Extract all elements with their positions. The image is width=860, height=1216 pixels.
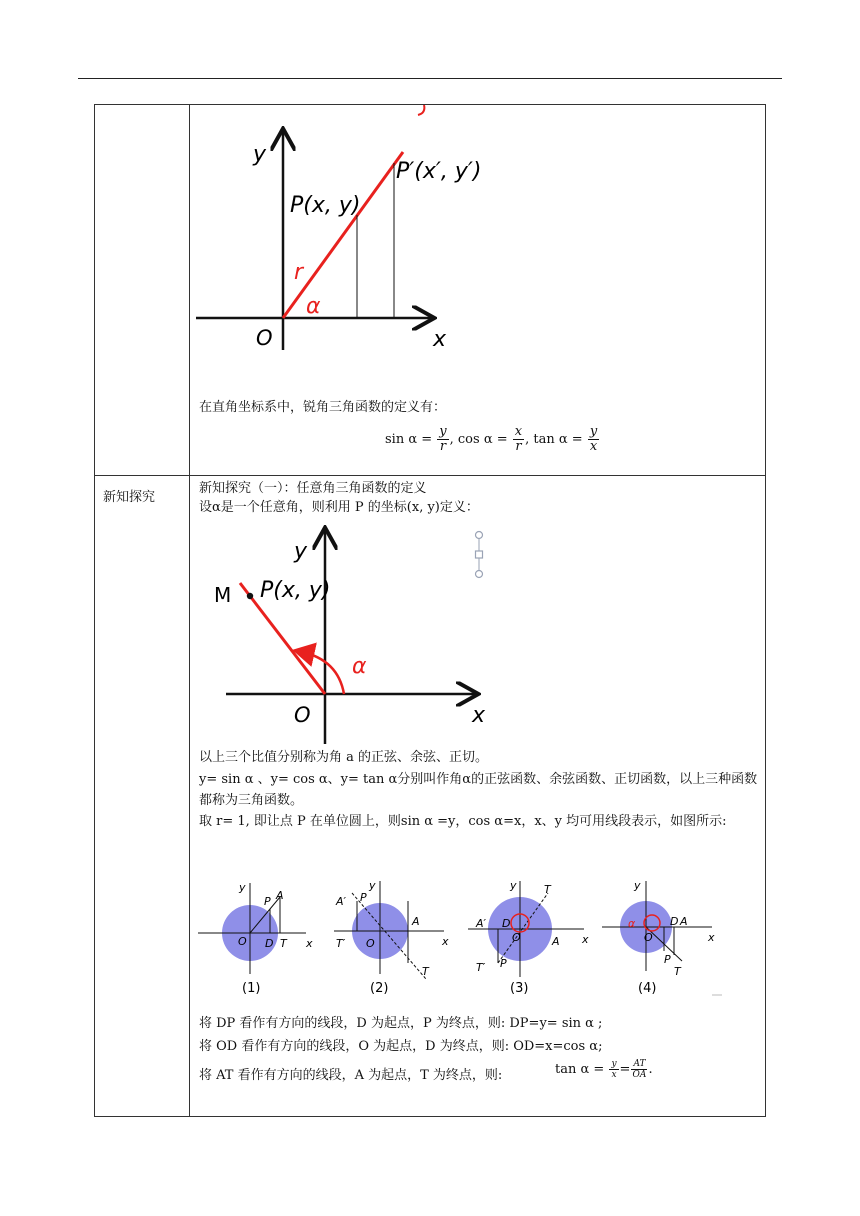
svg-text:P: P [264, 895, 271, 908]
cos-label: , cos α = [449, 432, 508, 447]
origin-label: O [256, 326, 273, 350]
svg-text:D: D [502, 917, 511, 930]
cos-fraction: $\frac{x}{r}$ [514, 424, 523, 454]
sin-label: sin α = [385, 432, 433, 447]
svg-text:A: A [412, 915, 420, 928]
svg-text:O: O [238, 935, 247, 948]
svg-text:y: y [239, 881, 246, 894]
svg-text:x: x [442, 935, 449, 948]
tan-label: , tan α = [525, 432, 583, 447]
svg-text:P: P [500, 957, 507, 970]
circle-figure-2 [334, 879, 449, 996]
svg-text:A: A [680, 915, 688, 928]
figure-caption-4: (4) [638, 981, 657, 996]
sin-fraction: $\frac{y}{r}$ [439, 424, 447, 454]
header-rule [78, 78, 782, 79]
row-label: 新知探究 [95, 476, 190, 1117]
tan-fraction: $\frac{y}{x}$ [589, 424, 598, 454]
svg-text:y: y [369, 879, 376, 892]
circle-figure-1 [198, 881, 313, 996]
section-title: 新知探究（一）：任意角三角函数的定义 [199, 481, 427, 496]
svg-text:O: O [512, 931, 521, 944]
at-formula: tan α = $\frac{y}{x}$ = $\frac{AT}{OA}$ . [555, 1059, 653, 1080]
paragraph-2: y= sin α 、y= cos α、y= tan α分别叫作角α的正弦函数、余弦函数、正切函数，以上三种函数都称为三角函数。 [199, 772, 758, 808]
svg-text:y: y [634, 879, 641, 892]
point-p2-label: P′(x′, y′) [396, 159, 482, 184]
content-cell [190, 105, 766, 476]
svg-text:T′: T′ [336, 937, 346, 950]
svg-text:O: O [644, 931, 653, 944]
origin-label: O [294, 703, 311, 727]
circle-figure-3 [468, 879, 589, 996]
svg-text:x: x [708, 931, 715, 944]
alpha-label: α [306, 294, 321, 319]
svg-text:P: P [360, 891, 367, 904]
svg-text:P: P [664, 953, 671, 966]
svg-text:T: T [422, 965, 429, 978]
acute-formula [385, 425, 600, 454]
alpha-label: α [352, 654, 367, 679]
svg-text:A′: A′ [476, 917, 487, 930]
table-row [95, 105, 766, 476]
svg-text:D: D [670, 915, 679, 928]
svg-text:A′: A′ [336, 895, 347, 908]
svg-text:x: x [582, 933, 589, 946]
table-row [95, 476, 766, 1117]
svg-text:α: α [628, 917, 636, 930]
unit-circle-figures [194, 871, 754, 1011]
y-axis-label: y [294, 539, 308, 564]
line-od: 将 OD 看作有方向的线段，O 为起点，D 为终点，则: OD=x=cos α; [199, 1039, 603, 1054]
svg-text:A: A [552, 935, 560, 948]
svg-text:T′: T′ [476, 961, 486, 974]
svg-text:O: O [366, 937, 375, 950]
row-label [95, 105, 190, 476]
content-cell [190, 476, 766, 1117]
svg-text:D: D [265, 937, 274, 950]
figure-caption-1: (1) [242, 981, 261, 996]
y-axis-label: y [253, 142, 267, 167]
line-dp: 将 DP 看作有方向的线段，D 为起点，P 为终点，则: DP=y= sin α ; [199, 1016, 603, 1031]
radius-label: r [294, 260, 304, 285]
svg-text:A: A [276, 889, 284, 902]
svg-text:T: T [544, 883, 551, 896]
acute-angle-figure [196, 105, 526, 355]
paragraph-1: 以上三个比值分别称为角 a 的正弦、余弦、正切。 [199, 750, 489, 765]
svg-text:y: y [510, 879, 517, 892]
point-p-label: P(x, y) [290, 193, 361, 218]
svg-text:T: T [674, 965, 681, 978]
x-axis-label: x [433, 327, 447, 352]
figure-caption-2: (2) [370, 981, 389, 996]
arbitrary-angle-figure [210, 520, 510, 750]
point-m-label: M [214, 583, 232, 607]
figure-caption-3: (3) [510, 981, 529, 996]
paragraph-3: 取 r= 1, 即让点 P 在单位圆上，则sin α =y，cos α=x，x、y 均可用线段表示，如图所示: [199, 814, 727, 829]
definition-line: 设α是一个任意角，则利用 P 的坐标(x, y)定义： [199, 500, 479, 515]
line-at: 将 AT 看作有方向的线段，A 为起点，T 为终点，则: [199, 1068, 503, 1083]
circle-figure-4 [602, 879, 715, 996]
svg-text:x: x [306, 937, 313, 950]
lesson-table [94, 104, 766, 1117]
svg-text:T: T [280, 937, 287, 950]
x-axis-label: x [472, 703, 486, 728]
point-p-label: P(x, y) [260, 578, 331, 603]
anchor-icon [472, 530, 486, 580]
intro-text: 在直角坐标系中，锐角三角函数的定义有： [199, 400, 447, 415]
